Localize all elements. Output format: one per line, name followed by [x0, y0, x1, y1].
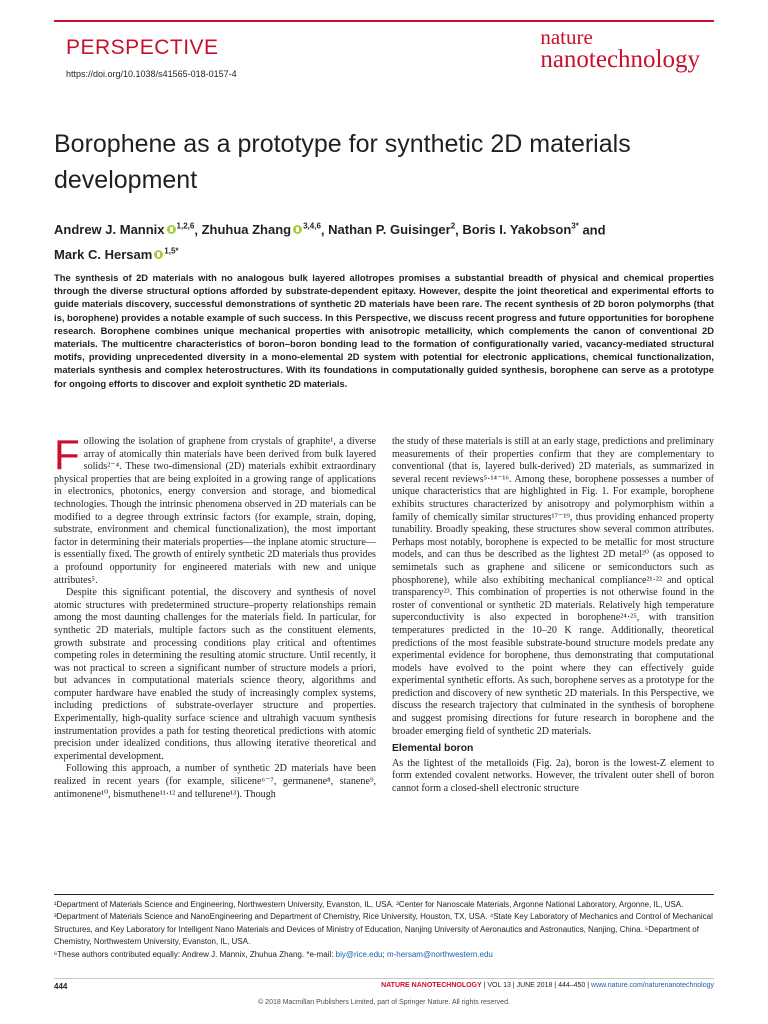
footer-journal-name: NATURE NANOTECHNOLOGY: [381, 982, 482, 989]
footer-rule: [54, 978, 714, 979]
author[interactable]: Mark C. Hersam $^{1,5*}$: [54, 246, 179, 262]
copyright: © 2018 Macmillan Publishers Limited, part of Springer Nature. All rights reserved.: [258, 999, 510, 1006]
orcid-icon[interactable]: [154, 250, 163, 259]
author[interactable]: Zhuhua Zhang $^{3,4,6}$: [201, 222, 321, 238]
abstract: The synthesis of 2D materials with no analogous bulk layered allotropes promises a substantial breadth of physical and chemical properties through the diverse structural options afforded by substrate-dependent epitaxy. However, despite the joint theoretical and experimental efforts to guide materials discovery, successful demonstrations of synthetic 2D materials have been rare. The recent synthesis of 2D boron polymorphs (that is, borophene) provides a notable example of such success. In this Perspective, we discuss recent progress and future opportunities for borophene research. Borophene combines unique mechanical properties with anisotropic metallicity, which complements the canon of conventional 2D materials. The multicentre characteristics of boron–boron bonding lead to the formation of configurationally varied, vacancy-mediated structural motifs, providing unprecedented diversity in a mono-elemental 2D system with potential for electronic applications, chemical functionalization, materials synthesis and complex heterostructures. With its foundations in computationally guided synthesis, borophene can serve as a prototype for ongoing efforts to discover and exploit synthetic 2D materials.: [54, 272, 714, 389]
journal-logo[interactable]: [540, 25, 700, 73]
author[interactable]: Boris I. Yakobson$^{3*}$: [462, 222, 579, 238]
paragraph: Following the isolation of graphene from crystals of graphite¹, a diverse array of atomically thin materials have been derived from bulk layered solids²⁻⁴. These two-dimensional (2D) materials exhibit extraordinary physical properties that are being exploited in a growing range of applications in electronics, photonics, energy conversion and storage, and biomedical technologies. Though the intrinsic phenomena observed in 2D materials can be modified to a degree through extrinsic factors (for example, strain, doping, substrate, environment and chemical functionalization), the most important factor in determining their materials properties—the inplane atomic structure—is essentially fixed. The growth of entirely synthetic 2D materials thus provides a profound opportunity for engineered materials with new and unique attributes⁵.: [54, 431, 376, 586]
author[interactable]: Andrew J. Mannix $^{1,2,6}$: [54, 222, 195, 238]
body-column-right: [392, 436, 714, 796]
orcid-icon[interactable]: [293, 225, 302, 234]
affiliations: ¹Department of Materials Science and Engineering, Northwestern University, Evanston, IL, USA. ²Center for Nanoscale Materials, Argonne National Laboratory, Argonne, IL, USA. ³Department of Materials Science and NanoEngineering and Department of Chemistry, Rice University, Houston, TX, USA. ⁴State Key Laboratory of Mechanics and Control of Mechanical Structures, and Key Laboratory for Intelligent Nano Materials and Devices of Ministry of Education, Nanjing University of Aeronautics and Astronautics, Nanjing, China. ⁵Department of Chemistry, Northwestern University, Evanston, IL, USA.: [54, 900, 713, 947]
email-link[interactable]: biy@rice.edu: [335, 949, 383, 959]
paragraph: Following this approach, a number of synthetic 2D materials have been realized in recent years (for example, silicene⁶⁻⁷, germanene⁸, stanene⁹, antimonene¹⁰, bismuthene¹¹·¹² and tellurene¹³). Though: [54, 763, 376, 800]
paragraph: the study of these materials is still at an early stage, predictions and preliminary measurements of their properties confirm that they are complementary to conventional (that is, layered bulk-derived) 2D materials, as summarized in several recent reviews⁵·¹⁴⁻¹⁶. Among these, borophene possesses a number of unique characteristics that are highlighted in Fig. 1. For example, borophene exhibits structures characterized by anisotropy and polymorphism within a family of chemically similar structures¹⁷⁻¹⁹, thus providing enhanced property tunability. Broadly speaking, these structures show several common attributes. Perhaps most notably, borophene is expected to be metallic for most structure models, and can thus be described as the lightest 2D metal²⁰ (as opposed to semimetals such as graphene and silicene or semiconductors such as phosphorene), while also exhibiting mechanical compliance²¹·²² and optical transparency²³. This combination of properties is not otherwise found in the roster of conventional or synthetic 2D materials. Relatively high temperature superconductivity is also expected in borophene²⁴·²⁵, with transition temperatures predicted in the 10–20 K range. Additionally, theoretical predictions of the most feasible substrate-bound structure models predate any experimental evidence for borophene, thus demonstrating that computational models have evolved to the point where they can effectively guide experimental synthetic efforts. As such, borophene serves as a prototype for the prediction and discovery of new synthetic 2D materials. In this Perspective, we discuss the research trajectory that culminated in the synthesis of borophene and suggest promising directions for future research in borophene and the broader emerging field of synthetic 2D materials.: [392, 436, 714, 737]
email-link[interactable]: m-hersam@northwestern.edu: [386, 949, 493, 959]
footnotes: ¹Department of Materials Science and Engineering, Northwestern University, Evanston, IL, USA. ²Center for Nanoscale Materials, Argonne National Laboratory, Argonne, IL, USA. ³Department of Materials Science and NanoEngineering and Department of Chemistry, Rice University, Houston, TX, USA. ⁴State Key Laboratory of Mechanics and Control of Mechanical Structures, and Key Laboratory for Intelligent Nano Materials and Devices of Ministry of Education, Nanjing University of Aeronautics and Astronautics, Nanjing, China. ⁵Department of Chemistry, Northwestern University, Evanston, IL, USA. ⁶These authors contributed equally: Andrew J. Mannix, Zhuhua Zhang. *e-mail: biy@rice.edu; m-hersam@northwestern.edu: [54, 900, 713, 959]
footer-journal-info: NATURE NANOTECHNOLOGY | VOL 13 | JUNE 2018 | 444–450 | www.nature.com/naturenanotechnology: [381, 982, 714, 989]
doi-link[interactable]: https://doi.org/10.1038/s41565-018-0157-4: [66, 69, 237, 79]
journal-logo-line2: nanotechnology: [540, 45, 700, 73]
footnote-rule: [54, 894, 714, 895]
article-title: Borophene as a prototype for synthetic 2D materials development: [54, 130, 631, 194]
author[interactable]: Nathan P. Guisinger$^2$: [328, 222, 456, 238]
page-number: 444: [54, 982, 68, 991]
drop-cap: F: [54, 431, 80, 478]
paragraph: As the lightest of the metalloids (Fig. 2a), boron is the lowest-Z element to form extended covalent networks. However, the trivalent outer shell of boron cannot form a closed-shell electronic structure: [392, 757, 714, 795]
body-column-left: [54, 431, 376, 801]
paragraph: Despite this significant potential, the discovery and synthesis of novel atomic structures with predetermined structure–property relationships remain among the most daunting challenges for the materials field. In particular, for synthetic 2D materials, multiple factors such as the constituent elements, growth substrate and processing conditions play critical and oftentimes competing roles in determining the resulting atomic structure. Until recently, it was not practical to screen a significant number of structure models a priori, but advances in computational materials science theory, algorithms and computer hardware have enabled the study of increasingly complex systems, including predictions of substrate-overlayer structure and properties. Experimentally, high-quality surface science and ultrahigh vacuum synthesis instrumentation provides a path for testing theoretical predictions with atomic precision under idealized conditions, thus allowing iterative theoretical and experimental development.: [54, 587, 376, 762]
orcid-icon[interactable]: [167, 225, 176, 234]
section-heading: Elemental boron: [392, 743, 474, 755]
author-list: Andrew J. Mannix $^{1,2,6}$, Zhuhua Zhang $^{3,4,6}$, Nathan P. Guisinger$^2$, Boris I. Yakobson$^{3*}$ and Mark C. Hersam $^{1,5*}$: [54, 222, 606, 262]
journal-url-link[interactable]: www.nature.com/naturenanotechnology: [591, 982, 714, 989]
section-label: PERSPECTIVE: [66, 36, 219, 59]
header-rule: [54, 20, 714, 22]
journal-logo-line1: nature: [540, 25, 593, 49]
